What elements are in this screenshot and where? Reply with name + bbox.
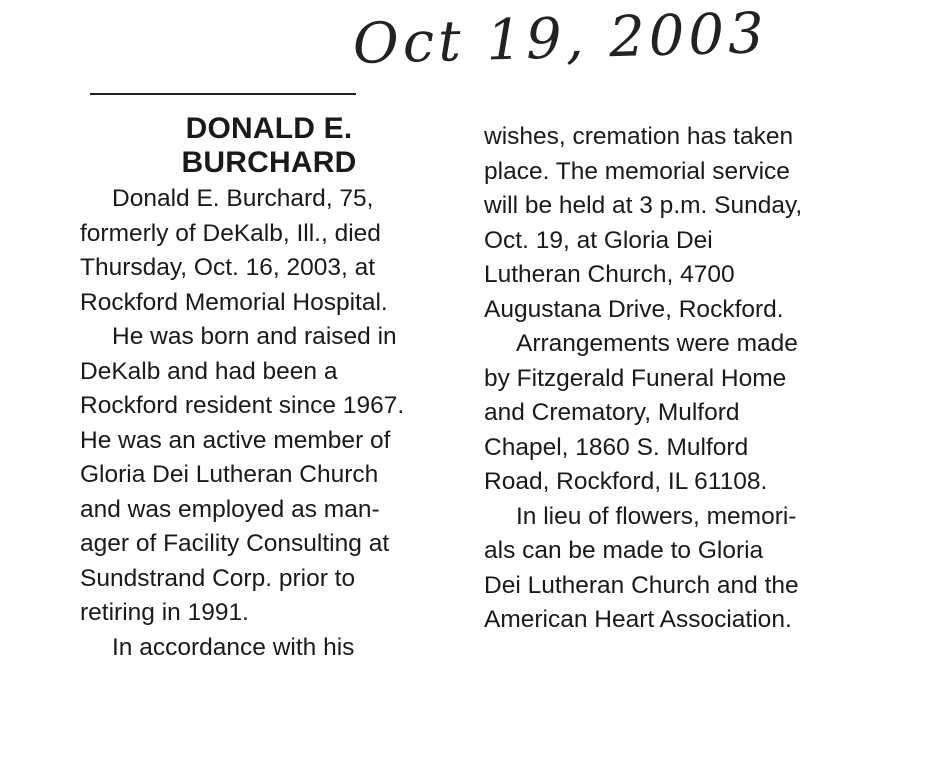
body-line: by Fitzgerald Funeral Home [484, 364, 787, 392]
body-line: Oct. 19, at Gloria Dei [484, 226, 713, 254]
body-line: Lutheran Church, 4700 [484, 261, 735, 288]
body-line: Rockford resident since 1967. [80, 392, 405, 419]
body-line: place. The memorial service [484, 157, 790, 185]
body-line: Gloria Dei Lutheran Church [80, 461, 379, 488]
body-line: Augustana Drive, Rockford. [484, 295, 784, 323]
body-line: Sundstrand Corp. prior to [80, 564, 356, 592]
body-line: In accordance with his [112, 633, 355, 661]
body-line: DeKalb and had been a [80, 357, 338, 385]
body-line: ager of Facility Consulting at [80, 530, 390, 557]
headline-line-1: DONALD E. [185, 112, 353, 145]
body-line: wishes, cremation has taken [484, 123, 794, 150]
body-line: and was employed as man- [80, 495, 380, 523]
clipping-top-rule [90, 93, 356, 95]
body-line: In lieu of flowers, memori- [516, 502, 797, 530]
headline-line-2: BURCHARD [181, 146, 357, 179]
body-line: als can be made to Gloria [484, 537, 764, 564]
body-line: Arrangements were made [516, 330, 798, 357]
obituary-headline [80, 112, 452, 180]
body-line: Chapel, 1860 S. Mulford [484, 433, 749, 461]
body-line: Donald E. Burchard, 75, [112, 185, 374, 212]
obituary-right-column [484, 120, 864, 638]
body-line: Thursday, Oct. 16, 2003, at [80, 254, 376, 281]
body-line: Dei Lutheran Church and the [484, 571, 799, 599]
body-line: He was an active member of [80, 426, 391, 454]
clipping-cut-edge [484, 632, 834, 638]
obituary-left-column [80, 112, 452, 665]
body-line: formerly of DeKalb, Ill., died [80, 219, 381, 247]
body-line: will be held at 3 p.m. Sunday, [484, 192, 803, 219]
body-line: He was born and raised in [112, 323, 397, 350]
body-line: American Heart Association. [484, 606, 792, 633]
body-line: Road, Rockford, IL 61108. [484, 468, 768, 495]
body-line: retiring in 1991. [80, 599, 249, 626]
handwritten-date: Oct 19, 2003 [352, 1, 769, 77]
body-line: and Crematory, Mulford [484, 399, 740, 426]
body-line: Rockford Memorial Hospital. [80, 288, 388, 316]
